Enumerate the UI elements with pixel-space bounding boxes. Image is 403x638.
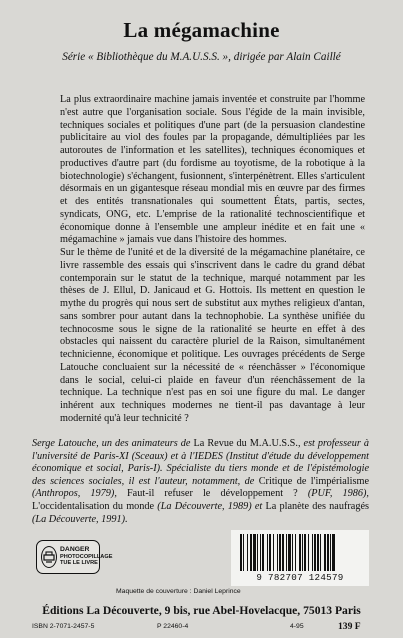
barcode-bars-icon bbox=[240, 534, 360, 572]
series-line: Série « Bibliothèque du M.A.U.S.S. », dirigée par Alain Caillé bbox=[62, 51, 341, 63]
bio-part: Critique de l'impérialisme bbox=[258, 475, 369, 487]
publisher-address: Éditions La Découverte, 9 bis, rue Abel-Hovelacque, 75013 Paris bbox=[42, 604, 361, 617]
photocopier-glyph-icon bbox=[42, 550, 56, 564]
barcode-number: 9 782707 124579 bbox=[256, 572, 344, 583]
barcode bbox=[231, 530, 369, 586]
price: 139 F bbox=[338, 621, 361, 632]
print-date: 4-95 bbox=[290, 623, 304, 630]
bio-part: (La Découverte, 1989) et bbox=[154, 500, 266, 512]
photocopier-icon bbox=[41, 546, 57, 568]
danger-line-2: PHOTOCOPILLAGE bbox=[60, 553, 113, 560]
bio-part: (Anthropos, 1979), bbox=[32, 488, 127, 500]
author-bio bbox=[32, 438, 369, 526]
bio-part: L'occidentalisation du monde bbox=[32, 500, 155, 512]
blurb-paragraph-1: La plus extraordinaire machine jamais inventée et construite par l'homme n'est autre que l'organisation sociale. Sous l'égide de la main invisible, techniques sociales et politiques d'une part (de la persuasion clandestine publicitaire au viol des foules par la propagande, démultipliées par les autoroutes de l'information et les satellites), techniques économiques et productives d'autre part (du fordisme au toyotisme, de la robotique à la biotechnologie) s'échangent, fusionnent, s'interpénètrent. Elles s'articulent désormais en un gigantesque réseau mondial mis en œuvre par des firmes et des entités transnationales qui soumettent États, partis, sectes, syndicats, ONG, etc. L'emprise de la rationalité technoscientifique et économique donne à l'ensemble une ampleur inédite et en fait une « mégamachine » jamais vue dans l'histoire des hommes. bbox=[60, 94, 365, 246]
blurb bbox=[60, 94, 365, 426]
bio-part: Serge Latouche, un des animateurs de bbox=[32, 438, 194, 449]
bio-part: (La Découverte, 1991). bbox=[32, 513, 128, 525]
bio-part: La Revue du M.A.U.S.S. bbox=[193, 438, 298, 449]
danger-line-3: TUE LE LIVRE bbox=[60, 560, 98, 567]
photocopy-warning-logo bbox=[36, 540, 113, 574]
danger-label bbox=[60, 547, 112, 567]
cover-design-credit: Maquette de couverture : Daniel Leprince bbox=[116, 588, 241, 595]
bio-part: (PUF, 1986), bbox=[297, 488, 369, 500]
product-code: P 22460-4 bbox=[157, 623, 189, 630]
danger-title: DANGER bbox=[60, 546, 90, 554]
bio-part: Faut-il refuser le développement ? bbox=[126, 488, 298, 500]
blurb-paragraph-2: Sur le thème de l'unité et de la diversité de la mégamachine planétaire, ce livre rassemble des essais qui s'inscrivent dans le cadre du grand débat contemporain sur le statut de la technique, marqué notamment par les thèses de J. Ellul, D. Janicaud et G. Hottois. Ils mettent en question le mythe du progrès qui nous sert de substitut aux mythes religieux d'antan, sans sombrer pour autant dans la technophobie. La synthèse unifiée du technocosme sous le signe de la rationalité se heurte en effet à des obstacles qui naissent du caractère pluriel de la Raison, simultanément technicienne, économique et politique. Les ouvrages précédents de Serge Latouche concluaient sur la nécessité de « réenchâsser » l'économique dans le social, celui-ci plaide en faveur d'un réenchâssement de la technique. La technique n'est pas en soi une figure du mal. Le danger inhérent aux techniques modernes ne tient-il pas davantage à leur modernité qu'à leur technicité ? bbox=[60, 247, 365, 424]
isbn: ISBN 2-7071-2457-5 bbox=[32, 623, 95, 630]
book-title: La mégamachine bbox=[123, 18, 280, 42]
bio-part: , est professeur à l'université de Paris-XI (Sceaux) et à l'IEDES (Institut d'étude du développement économique et social, Paris-I). Spécialiste du tiers monde et de l'épistémologie des sciences sociales, il est l'auteur, notamment, de bbox=[32, 438, 369, 487]
bio-part: La planète des naufragés bbox=[265, 500, 369, 512]
